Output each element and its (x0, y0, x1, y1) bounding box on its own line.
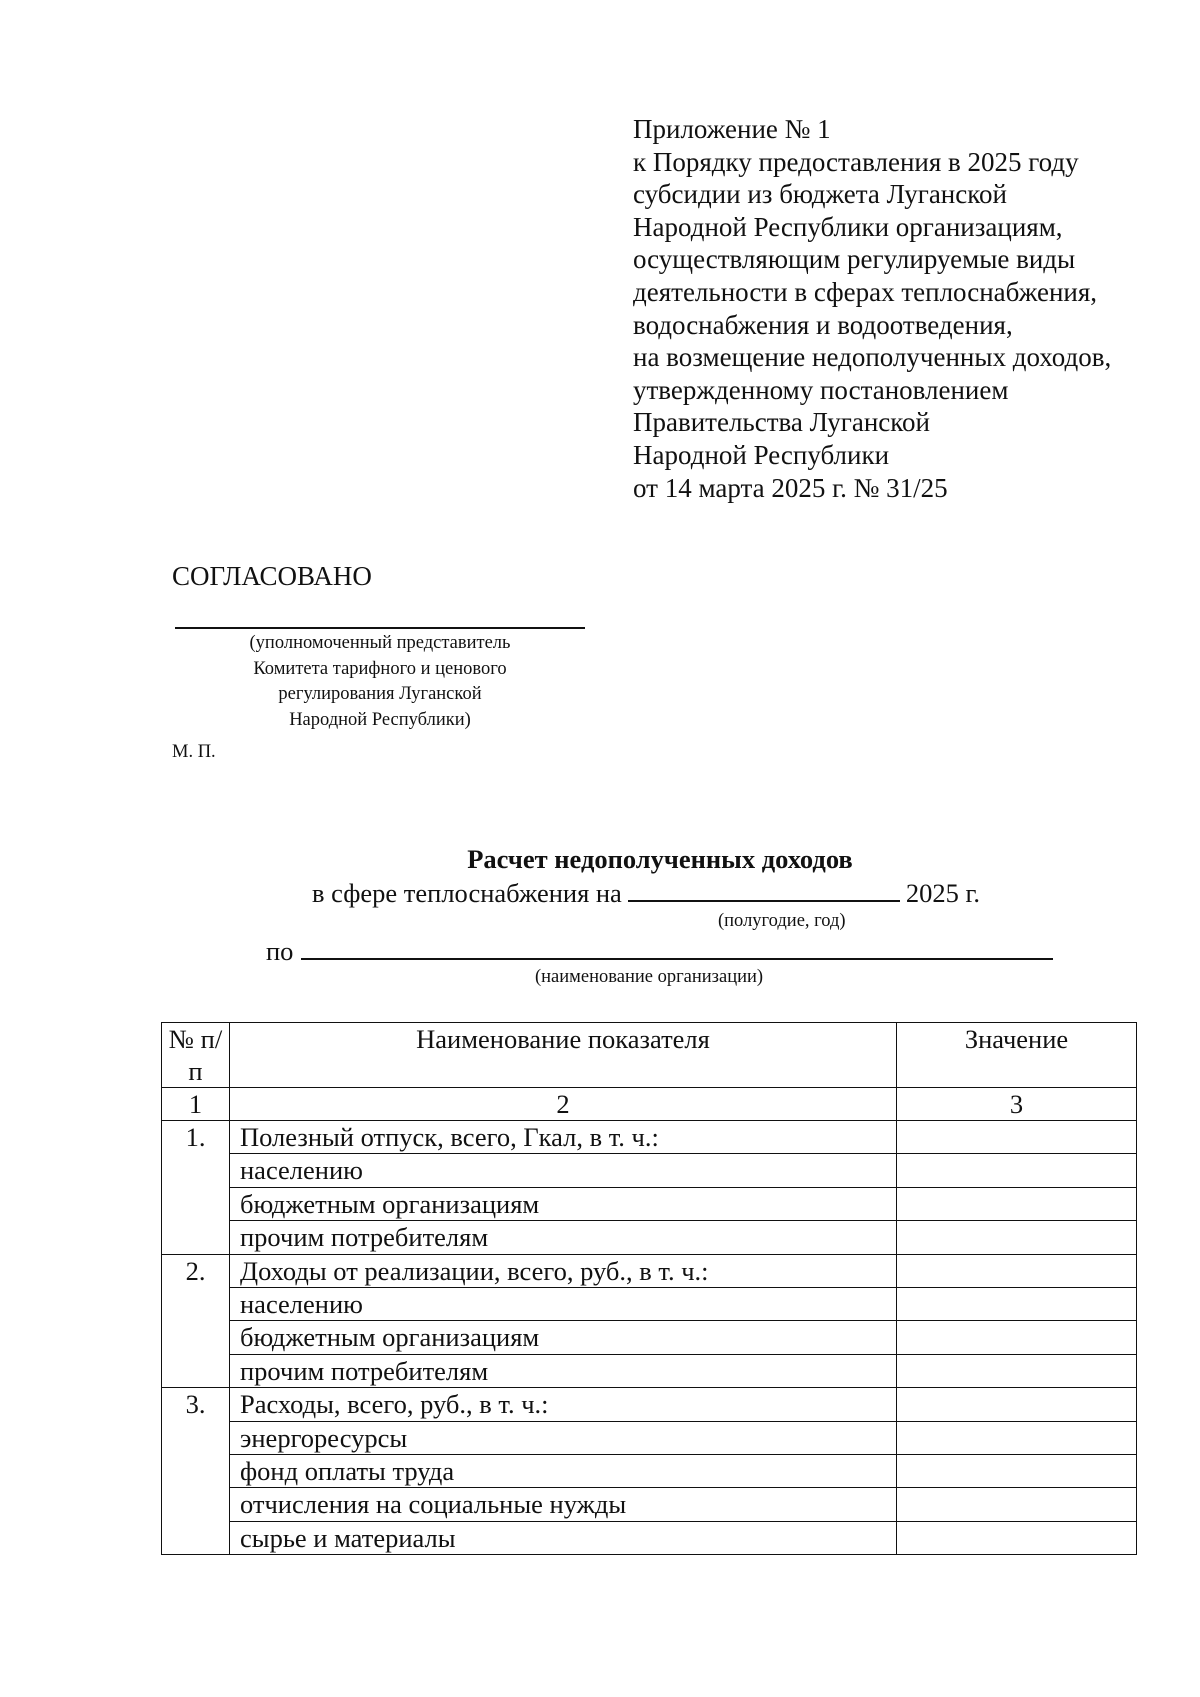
indicator-value-cell[interactable] (897, 1187, 1137, 1220)
approval-title: СОГЛАСОВАНО (172, 561, 372, 591)
header-indicator-name: Наименование показателя (230, 1023, 897, 1088)
column-number: 3 (897, 1088, 1137, 1121)
signature-caption-line: регулирования Луганской (278, 684, 482, 704)
appendix-line: деятельности в сферах теплоснабжения, (633, 276, 1098, 307)
table-row (162, 1121, 1137, 1154)
row-group-number: 1. (162, 1121, 230, 1255)
table-row (162, 1454, 1137, 1487)
appendix-line: водоснабжения и водоотведения, (633, 309, 1013, 340)
appendix-line: Народной Республики (633, 439, 890, 470)
period-line (312, 876, 980, 909)
header-number: № п/п (162, 1023, 230, 1088)
appendix-line: субсидии из бюджета Луганской (633, 179, 1007, 210)
signature-caption-line: (уполномоченный представитель (249, 633, 511, 653)
period-prefix: в сфере теплоснабжения на (312, 878, 622, 908)
signature-caption-line: Народной Республики) (289, 709, 471, 730)
row-group-number: 3. (162, 1388, 230, 1555)
organization-line (266, 934, 1053, 967)
indicator-value-cell[interactable] (897, 1254, 1137, 1287)
table-row (162, 1321, 1137, 1354)
indicator-value-cell[interactable] (897, 1321, 1137, 1354)
indicator-name: прочим потребителям (230, 1221, 897, 1254)
indicator-value-cell[interactable] (897, 1488, 1137, 1521)
indicator-value-cell[interactable] (897, 1421, 1137, 1454)
table-row (162, 1221, 1137, 1254)
table-row (162, 1287, 1137, 1320)
organization-prefix: по (266, 936, 294, 966)
column-numbers-row (162, 1088, 1137, 1121)
indicator-name: бюджетным организациям (230, 1321, 897, 1354)
appendix-line: к Порядку предоставления в 2025 году (633, 146, 1079, 177)
table-row (162, 1154, 1137, 1187)
table-row (162, 1254, 1137, 1287)
appendix-line: Правительства Луганской (633, 407, 930, 438)
table-row (162, 1388, 1137, 1421)
indicator-name: фонд оплаты труда (230, 1454, 897, 1487)
appendix-line: утвержденному постановлением (633, 374, 1009, 405)
document-title: Расчет недополученных доходов (467, 844, 853, 874)
indicator-value-cell[interactable] (897, 1154, 1137, 1187)
organization-caption: (наименование организации) (535, 967, 764, 987)
indicator-name: населению (230, 1287, 897, 1320)
appendix-line: Приложение № 1 (633, 114, 831, 144)
stamp-place-label: М. П. (172, 742, 216, 762)
table-row (162, 1421, 1137, 1454)
column-number: 2 (230, 1088, 897, 1121)
appendix-block (633, 113, 1173, 504)
header-value: Значение (897, 1023, 1137, 1088)
row-group-number: 2. (162, 1254, 230, 1388)
indicator-value-cell[interactable] (897, 1521, 1137, 1554)
signature-caption-line: Комитета тарифного и ценового (253, 658, 507, 679)
indicator-name: населению (230, 1154, 897, 1187)
indicators-table (161, 1022, 1137, 1555)
table-row (162, 1354, 1137, 1387)
indicator-name: энергоресурсы (230, 1421, 897, 1454)
table-header-row (162, 1023, 1137, 1088)
indicator-name: отчисления на социальные нужды (230, 1488, 897, 1521)
indicator-value-cell[interactable] (897, 1388, 1137, 1421)
indicator-value-cell[interactable] (897, 1221, 1137, 1254)
indicator-value-cell[interactable] (897, 1354, 1137, 1387)
indicator-value-cell[interactable] (897, 1454, 1137, 1487)
table-row (162, 1488, 1137, 1521)
organization-blank-field[interactable] (301, 934, 1053, 960)
appendix-line: на возмещение недополученных доходов, (633, 342, 1112, 373)
period-suffix: 2025 г. (905, 878, 980, 908)
period-caption: (полугодие, год) (718, 911, 846, 931)
period-blank-field[interactable] (628, 876, 900, 902)
indicator-name: Доходы от реализации, всего, руб., в т. ч.: (230, 1254, 897, 1287)
indicator-name: Полезный отпуск, всего, Гкал, в т. ч.: (230, 1121, 897, 1154)
indicator-name: бюджетным организациям (230, 1187, 897, 1220)
signature-caption (175, 631, 585, 733)
table-row (162, 1187, 1137, 1220)
indicator-name: Расходы, всего, руб., в т. ч.: (230, 1388, 897, 1421)
appendix-line: Народной Республики организациям, (633, 211, 1063, 242)
indicator-name: прочим потребителям (230, 1354, 897, 1387)
column-number: 1 (162, 1088, 230, 1121)
signature-line (175, 627, 585, 629)
indicator-value-cell[interactable] (897, 1121, 1137, 1154)
appendix-line: от 14 марта 2025 г. № 31/25 (633, 472, 948, 503)
indicator-value-cell[interactable] (897, 1287, 1137, 1320)
indicator-name: сырье и материалы (230, 1521, 897, 1554)
appendix-line: осуществляющим регулируемые виды (633, 244, 1076, 275)
table-row (162, 1521, 1137, 1554)
